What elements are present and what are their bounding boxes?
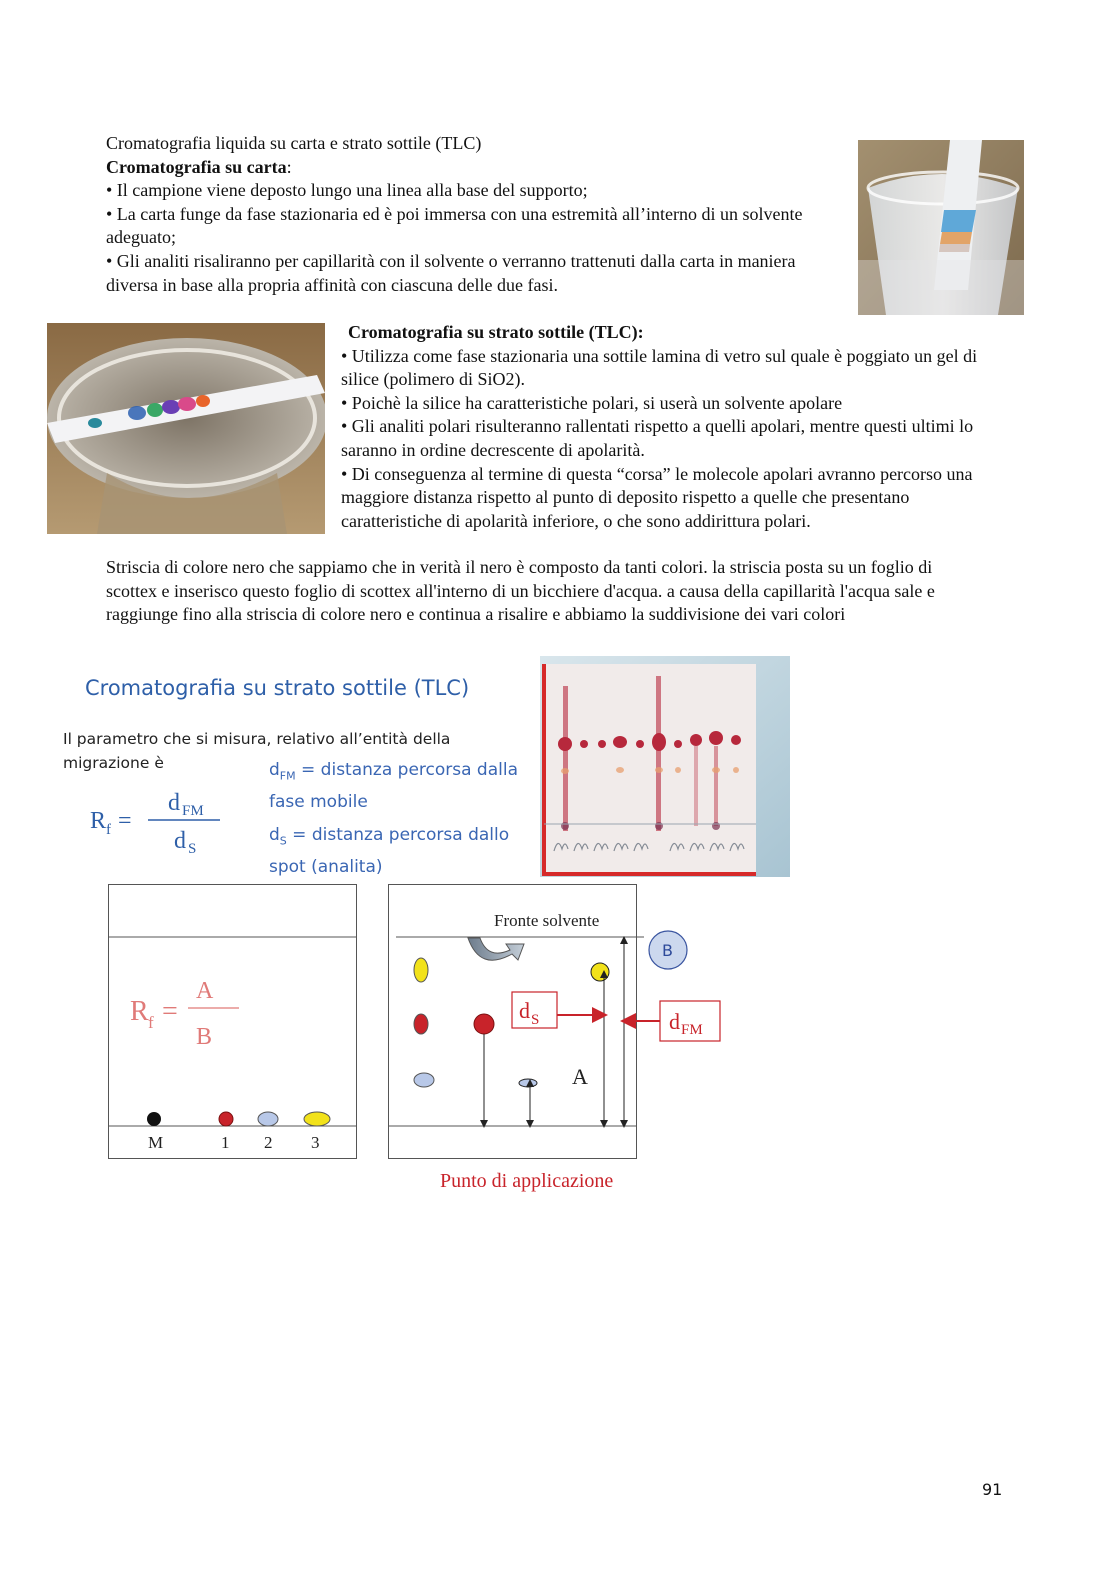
tlc-bullet-4: • Di conseguenza al termine di questa “corsa” le molecole apolari avranno percorso una maggiore distanza rispetto al punto di deposito rispetto a quelle che presentano caratteristiche di apolarità inferiore, o che sono addirittura polari. [341, 463, 973, 531]
badge-b-label: B [662, 941, 673, 960]
lanes-rf-num: A [196, 978, 214, 1004]
diagram-distances [388, 884, 728, 1159]
rf-num: d [168, 790, 180, 816]
slide-param-text: Il parametro che si misura, relativo all’entità della migrazione è [63, 730, 451, 772]
subtitle-colon: : [286, 156, 292, 177]
subtitle-paper: Cromatografia su carta [106, 156, 287, 177]
rf-den: d [174, 828, 186, 854]
def-ds-text: = distanza percorsa dallo spot (analita) [269, 825, 510, 878]
spot-yellow-left [414, 958, 428, 982]
lane-label-2: 2 [264, 1133, 273, 1152]
section-title: Cromatografia liquida su carta e strato sottile (TLC) [106, 133, 482, 153]
section-paper-chromatography [106, 132, 836, 297]
tlc-bullet-2: • Poichè la silice ha caratteristiche polari, si userà un solvente apolare [341, 392, 843, 413]
def-ds-sym: d [269, 825, 280, 845]
dfm-sub: FM [681, 1022, 703, 1038]
page-number: 91 [982, 1480, 1003, 1499]
spot-yellow-measured [591, 963, 609, 981]
subtitle-line [106, 156, 836, 180]
lanes-rf-lhs: R [130, 996, 149, 1027]
tlc-bullet-3: • Gli analiti polari risulteranno rallentati rispetto a quelli apolari, mentre questi ultimi lo saranno in ordine decrescente di apolarità. [341, 416, 974, 460]
ds-sym: d [519, 998, 530, 1023]
def-dfm-sub: FM [279, 769, 296, 783]
description-paragraph: Striscia di colore nero che sappiamo che in verità il nero è composto da tanti colori. la striscia posta su un foglio di scottex e inserisco questo foglio di scottex all'interno di un bicchiere d'acqua. a causa della capillarità l'acqua sale e raggiunge fino alla striscia di colore nero e continua a risalire e abbiamo la suddivisione dei vari colori [106, 557, 935, 625]
def-dfm-text: = distanza percorsa dalla fase mobile [269, 760, 519, 813]
photo-tlc-plate [540, 656, 790, 877]
def-ds-sub: S [279, 834, 287, 848]
lanes-rf-den: B [196, 1024, 213, 1050]
section-tlc-title: Cromatografia su strato sottile (TLC): [348, 322, 644, 342]
slide-title: Cromatografia su strato sottile (TLC) [85, 676, 470, 700]
definition-ds [269, 822, 539, 880]
bullet-3: • Gli analiti risaliranno per capillarità con il solvente o verranno trattenuti dalla carta in maniera diversa in base alla propria affinità con ciascuna delle due fasi. [106, 250, 796, 295]
lane-label-m: M [148, 1133, 164, 1152]
def-dfm-sym: d [269, 760, 280, 780]
spot-blue-left [414, 1073, 434, 1087]
lane-label-3: 3 [311, 1133, 320, 1152]
spot-m [147, 1112, 161, 1126]
lanes-rf-lhs-sub: f [148, 1013, 154, 1032]
spot-3 [304, 1112, 330, 1126]
spot-blue-measured [519, 1079, 537, 1087]
spot-1 [219, 1112, 233, 1126]
application-point-label: Punto di applicazione [440, 1170, 614, 1192]
label-a: A [572, 1064, 588, 1089]
lanes-rf-eq: = [162, 996, 178, 1027]
photo-paper-strip-cup [858, 140, 1024, 315]
diagram-lanes [108, 884, 357, 1159]
spot-red-left [414, 1014, 428, 1034]
tlc-bullet-1: • Utilizza come fase stazionaria una sottile lamina di vetro sul quale è poggiato un gel di silice (polimero di SiO2). [341, 345, 978, 390]
section-tlc [341, 321, 1001, 533]
rf-lhs-sub: f [106, 822, 111, 838]
rf-eq: = [118, 808, 132, 834]
spot-2 [258, 1112, 278, 1126]
spot-red-measured [474, 1014, 494, 1034]
photo-tlc-strip-beaker [47, 323, 325, 534]
rf-den-sub: S [188, 841, 197, 856]
bullet-1: • Il campione viene deposto lungo una linea alla base del supporto; [106, 180, 588, 201]
rf-lhs: R [90, 808, 107, 834]
rf-formula [88, 786, 228, 856]
definition-dfm [269, 757, 539, 815]
solvent-front-label: Fronte solvente [494, 911, 600, 930]
rf-num-sub: FM [182, 803, 204, 819]
lane-label-1: 1 [221, 1133, 230, 1152]
dfm-sym: d [669, 1009, 680, 1034]
ds-sub: S [531, 1012, 540, 1028]
bullet-2: • La carta funge da fase stazionaria ed è poi immersa con una estremità all’interno di un solvente adeguato; [106, 203, 803, 248]
